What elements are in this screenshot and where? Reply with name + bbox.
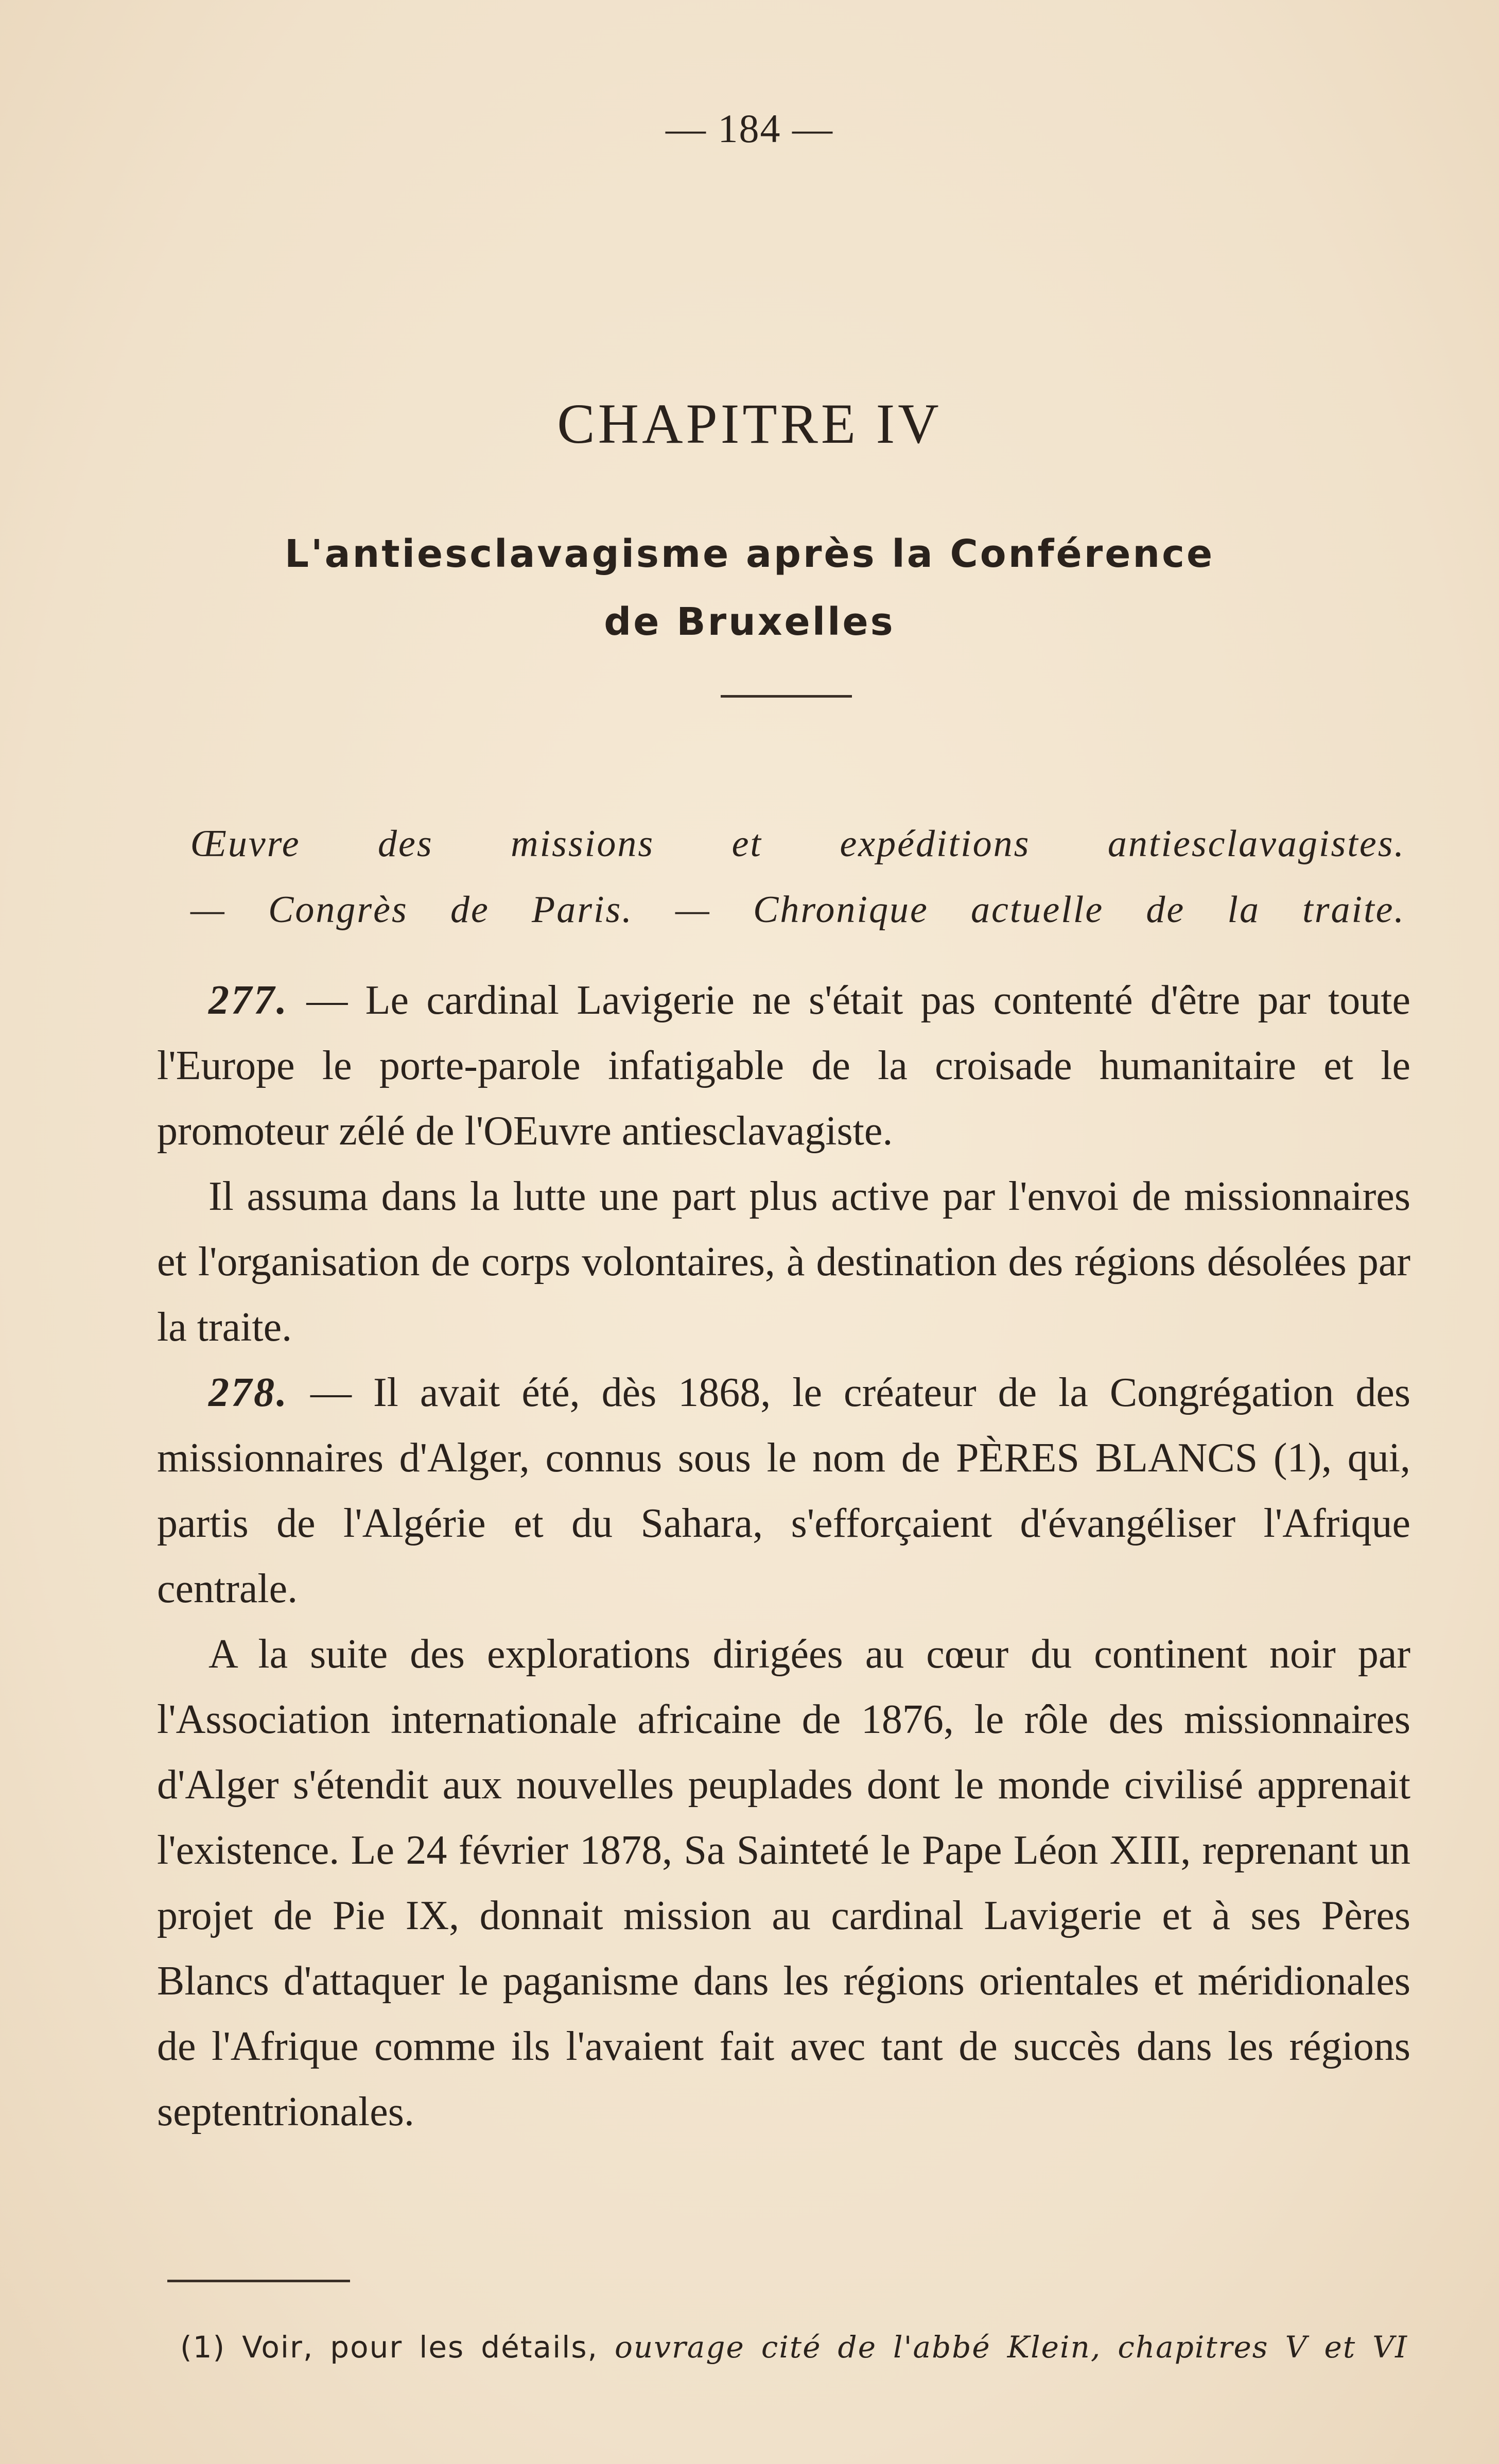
body-text: [157, 968, 1410, 2145]
paragraph-number: 278.: [208, 1370, 289, 1415]
subtitle-line-1: L'antiesclavagisme après la Conférence: [284, 532, 1215, 576]
paragraph-text: Il assuma dans la lutte une part plus active par l'envoi de missionnaires et l'organisation de corps volontaires, à destination des régions désolées par la traite.: [157, 1174, 1410, 1350]
paragraph-number: 277.: [208, 978, 289, 1023]
paragraph-277: [157, 968, 1410, 1164]
page-number: — 184 —: [666, 106, 833, 151]
paragraph: [157, 1622, 1410, 2145]
chapter-summary: [190, 811, 1405, 943]
paragraph-text: — Le cardinal Lavigerie ne s'était pas contenté d'être par toute l'Europe le porte-parole infatigable de la croisade humanitaire et le promoteur zélé de l'OEuvre antiesclavagiste.: [157, 978, 1410, 1154]
paragraph-text: A la suite des explorations dirigées au cœur du continent noir par l'Association internationale africaine de 1876, le rôle des missionnaires d'Alger s'étendit aux nouvelles peuplades dont le monde civilisé apprenait l'existence. Le 24 février 1878, Sa Sainteté le Pape Léon XIII, reprenant un projet de Pie IX, donnait mission au cardinal Lavigerie et à ses Pères Blancs d'attaquer le paganisme dans les régions orientales et méridionales de l'Afrique comme ils l'avaient fait avec tant de succès dans les régions septentrionales.: [157, 1632, 1410, 2135]
subtitle-line-2: de Bruxelles: [604, 600, 895, 644]
summary-line-2: — Congrès de Paris. — Chronique actuelle de la traite.: [190, 889, 1405, 931]
chapter-heading: CHAPITRE IV: [557, 392, 942, 455]
footnote-prefix: (1) Voir, pour les détails,: [180, 2330, 615, 2365]
paragraph: [157, 1164, 1410, 1360]
footnote: [180, 2330, 1408, 2365]
chapter-subtitle: [0, 520, 1499, 656]
section-divider: [721, 695, 852, 698]
footnote-divider: [167, 2280, 350, 2282]
footnote-reference: ouvrage cité de l'abbé Klein, chapitres V et VI: [615, 2330, 1408, 2365]
summary-line-1: Œuvre des missions et expéditions antiesclavagistes.: [190, 823, 1405, 865]
paragraph-text: — Il avait été, dès 1868, le créateur de la Congrégation des missionnaires d'Alger, connus sous le nom de PÈRES BLANCS (1), qui, partis de l'Algérie et du Sahara, s'efforçaient d'évangéliser l'Afrique centrale.: [157, 1370, 1410, 1611]
paragraph-278: [157, 1360, 1410, 1622]
